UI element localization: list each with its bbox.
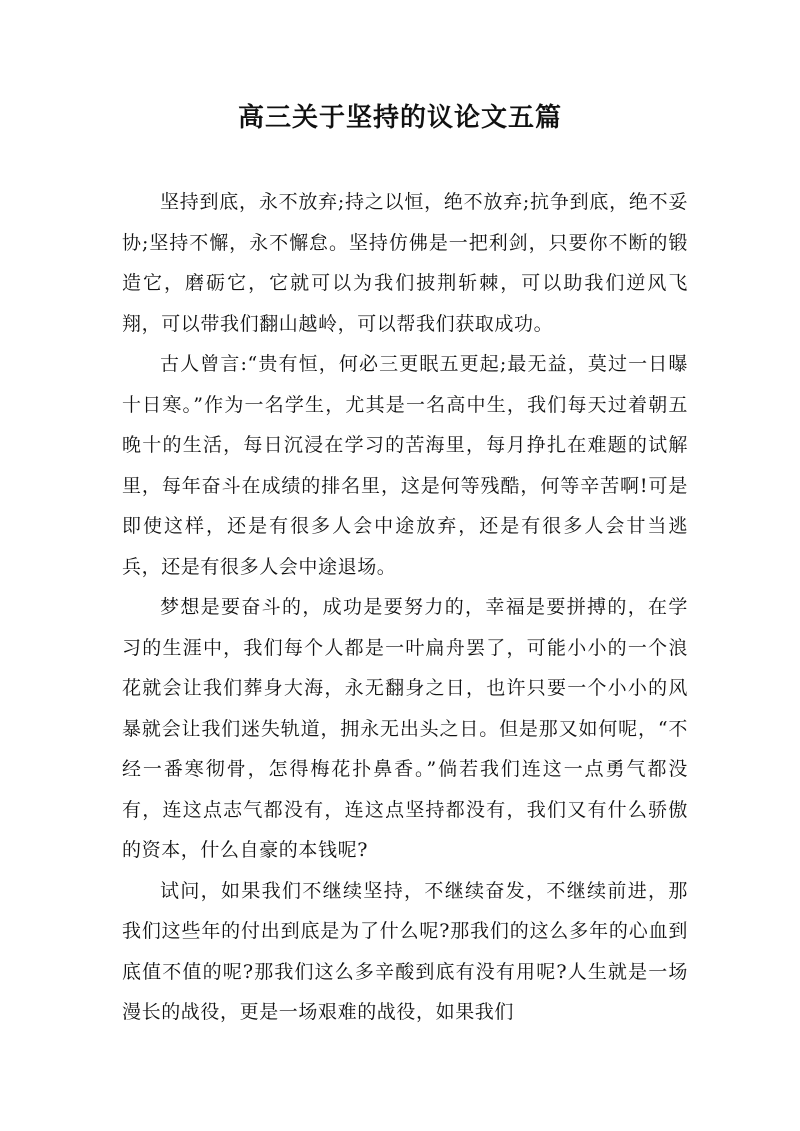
paragraph-4: 试问，如果我们不继续坚持，不继续奋发，不继续前进，那我们这些年的付出到底是为了什么呢?那我们的这么多年的心血到底值不值的呢?那我们这么多辛酸到底有没有用呢?人生就是一场漫长的战役，更是一场艰难的战役，如果我们 bbox=[122, 879, 688, 1023]
paragraph-3: 梦想是要奋斗的，成功是要努力的，幸福是要拼搏的，在学习的生涯中，我们每个人都是一叶扁舟罢了，可能小小的一个浪花就会让我们葬身大海，永无翻身之日，也许只要一个小小的风暴就会让我们迷失轨道，拥永无出头之日。但是那又如何呢，“不经一番寒彻骨，怎得梅花扑鼻香。”倘若我们连这一点勇气都没有，连这点志气都没有，连这点坚持都没有，我们又有什么骄傲的资本，什么自豪的本钱呢? bbox=[122, 596, 688, 861]
document-title: 高三关于坚持的议论文五篇 bbox=[237, 103, 562, 133]
paragraph-2: 古人曾言:“贵有恒，何必三更眠五更起;最无益，莫过一日曝十日寒。”作为一名学生，尤其是一名高中生，我们每天过着朝五晚十的生活，每日沉浸在学习的苦海里，每月挣扎在难题的试解里，每年奋斗在成绩的排名里，这是何等残酷，何等辛苦啊!可是即使这样，还是有很多人会中途放弃，还是有很多人会甘当逃兵，还是有很多人会中途退场。 bbox=[122, 353, 688, 578]
paragraph-1: 坚持到底，永不放弃;持之以恒，绝不放弃;抗争到底，绝不妥协;坚持不懈，永不懈怠。坚持仿佛是一把利剑，只要你不断的锻造它，磨砺它，它就可以为我们披荆斩棘，可以助我们逆风飞翔，可以带我们翻山越岭，可以帮我们获取成功。 bbox=[122, 191, 688, 335]
document-body bbox=[122, 182, 688, 1033]
